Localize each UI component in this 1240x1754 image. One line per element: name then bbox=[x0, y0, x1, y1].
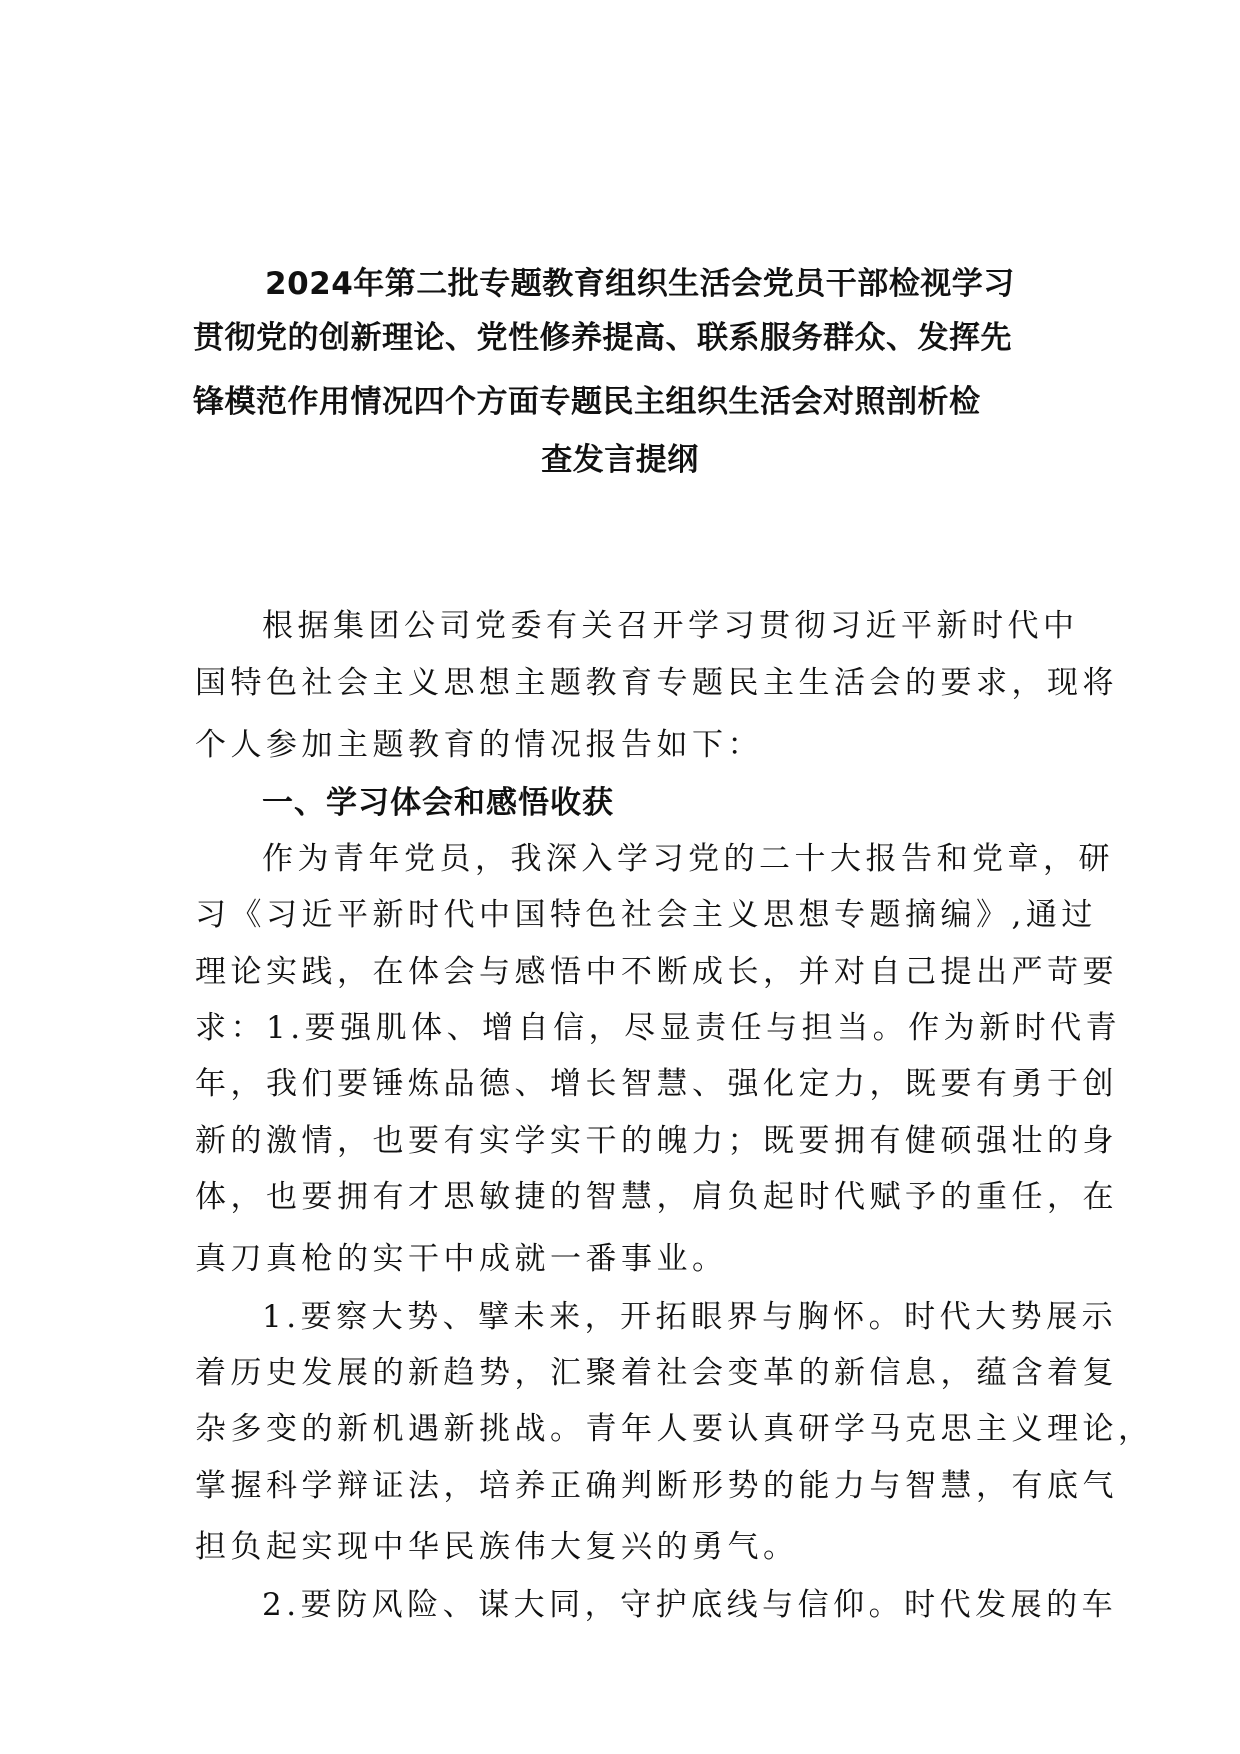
para2-line-3: 杂多变的新机遇新挑战。青年人要认真研学马克思主义理论， bbox=[195, 1411, 1154, 1447]
intro-line-2: 国特色社会主义思想主题教育专题民主生活会的要求，现将 bbox=[195, 665, 1118, 701]
document-title-line-3: 锋模范作用情况四个方面专题民主组织生活会对照剖析检 bbox=[193, 384, 981, 420]
document-title-line-2: 贯彻党的创新理论、党性修养提高、联系服务群众、发挥先 bbox=[193, 320, 1012, 356]
para1-line-4: 求：1.要强肌体、增自信，尽显责任与担当。作为新时代青 bbox=[195, 1010, 1122, 1046]
para1-line-3: 理论实践，在体会与感悟中不断成长，并对自己提出严苛要 bbox=[195, 954, 1118, 990]
para2-line-5: 担负起实现中华民族伟大复兴的勇气。 bbox=[195, 1529, 799, 1565]
para1-line-1: 作为青年党员，我深入学习党的二十大报告和党章，研 bbox=[262, 841, 1114, 877]
para1-line-2: 习《习近平新时代中国特色社会主义思想专题摘编》,通过 bbox=[195, 897, 1097, 933]
para3-line-1: 2.要防风险、谋大同，守护底线与信仰。时代发展的车 bbox=[262, 1587, 1118, 1623]
intro-line-1: 根据集团公司党委有关召开学习贯彻习近平新时代中 bbox=[262, 608, 1079, 644]
para1-line-8: 真刀真枪的实干中成就一番事业。 bbox=[195, 1241, 728, 1277]
para2-line-1: 1.要察大势、擘未来，开拓眼界与胸怀。时代大势展示 bbox=[262, 1299, 1118, 1335]
para1-line-7: 体，也要拥有才思敏捷的智慧，肩负起时代赋予的重任，在 bbox=[195, 1179, 1118, 1215]
section-heading-1: 一、学习体会和感悟收获 bbox=[262, 785, 614, 821]
para1-line-6: 新的激情，也要有实学实干的魄力；既要拥有健硕强壮的身 bbox=[195, 1123, 1118, 1159]
para2-line-4: 掌握科学辩证法，培养正确判断形势的能力与智慧，有底气 bbox=[195, 1468, 1118, 1504]
intro-line-3: 个人参加主题教育的情况报告如下： bbox=[195, 727, 763, 763]
para1-line-5: 年，我们要锤炼品德、增长智慧、强化定力，既要有勇于创 bbox=[195, 1066, 1118, 1102]
para2-line-2: 着历史发展的新趋势，汇聚着社会变革的新信息，蕴含着复 bbox=[195, 1355, 1118, 1391]
document-title-line-1: 2024年第二批专题教育组织生活会党员干部检视学习 bbox=[265, 266, 1015, 302]
document-title-line-4: 查发言提纲 bbox=[541, 442, 699, 478]
